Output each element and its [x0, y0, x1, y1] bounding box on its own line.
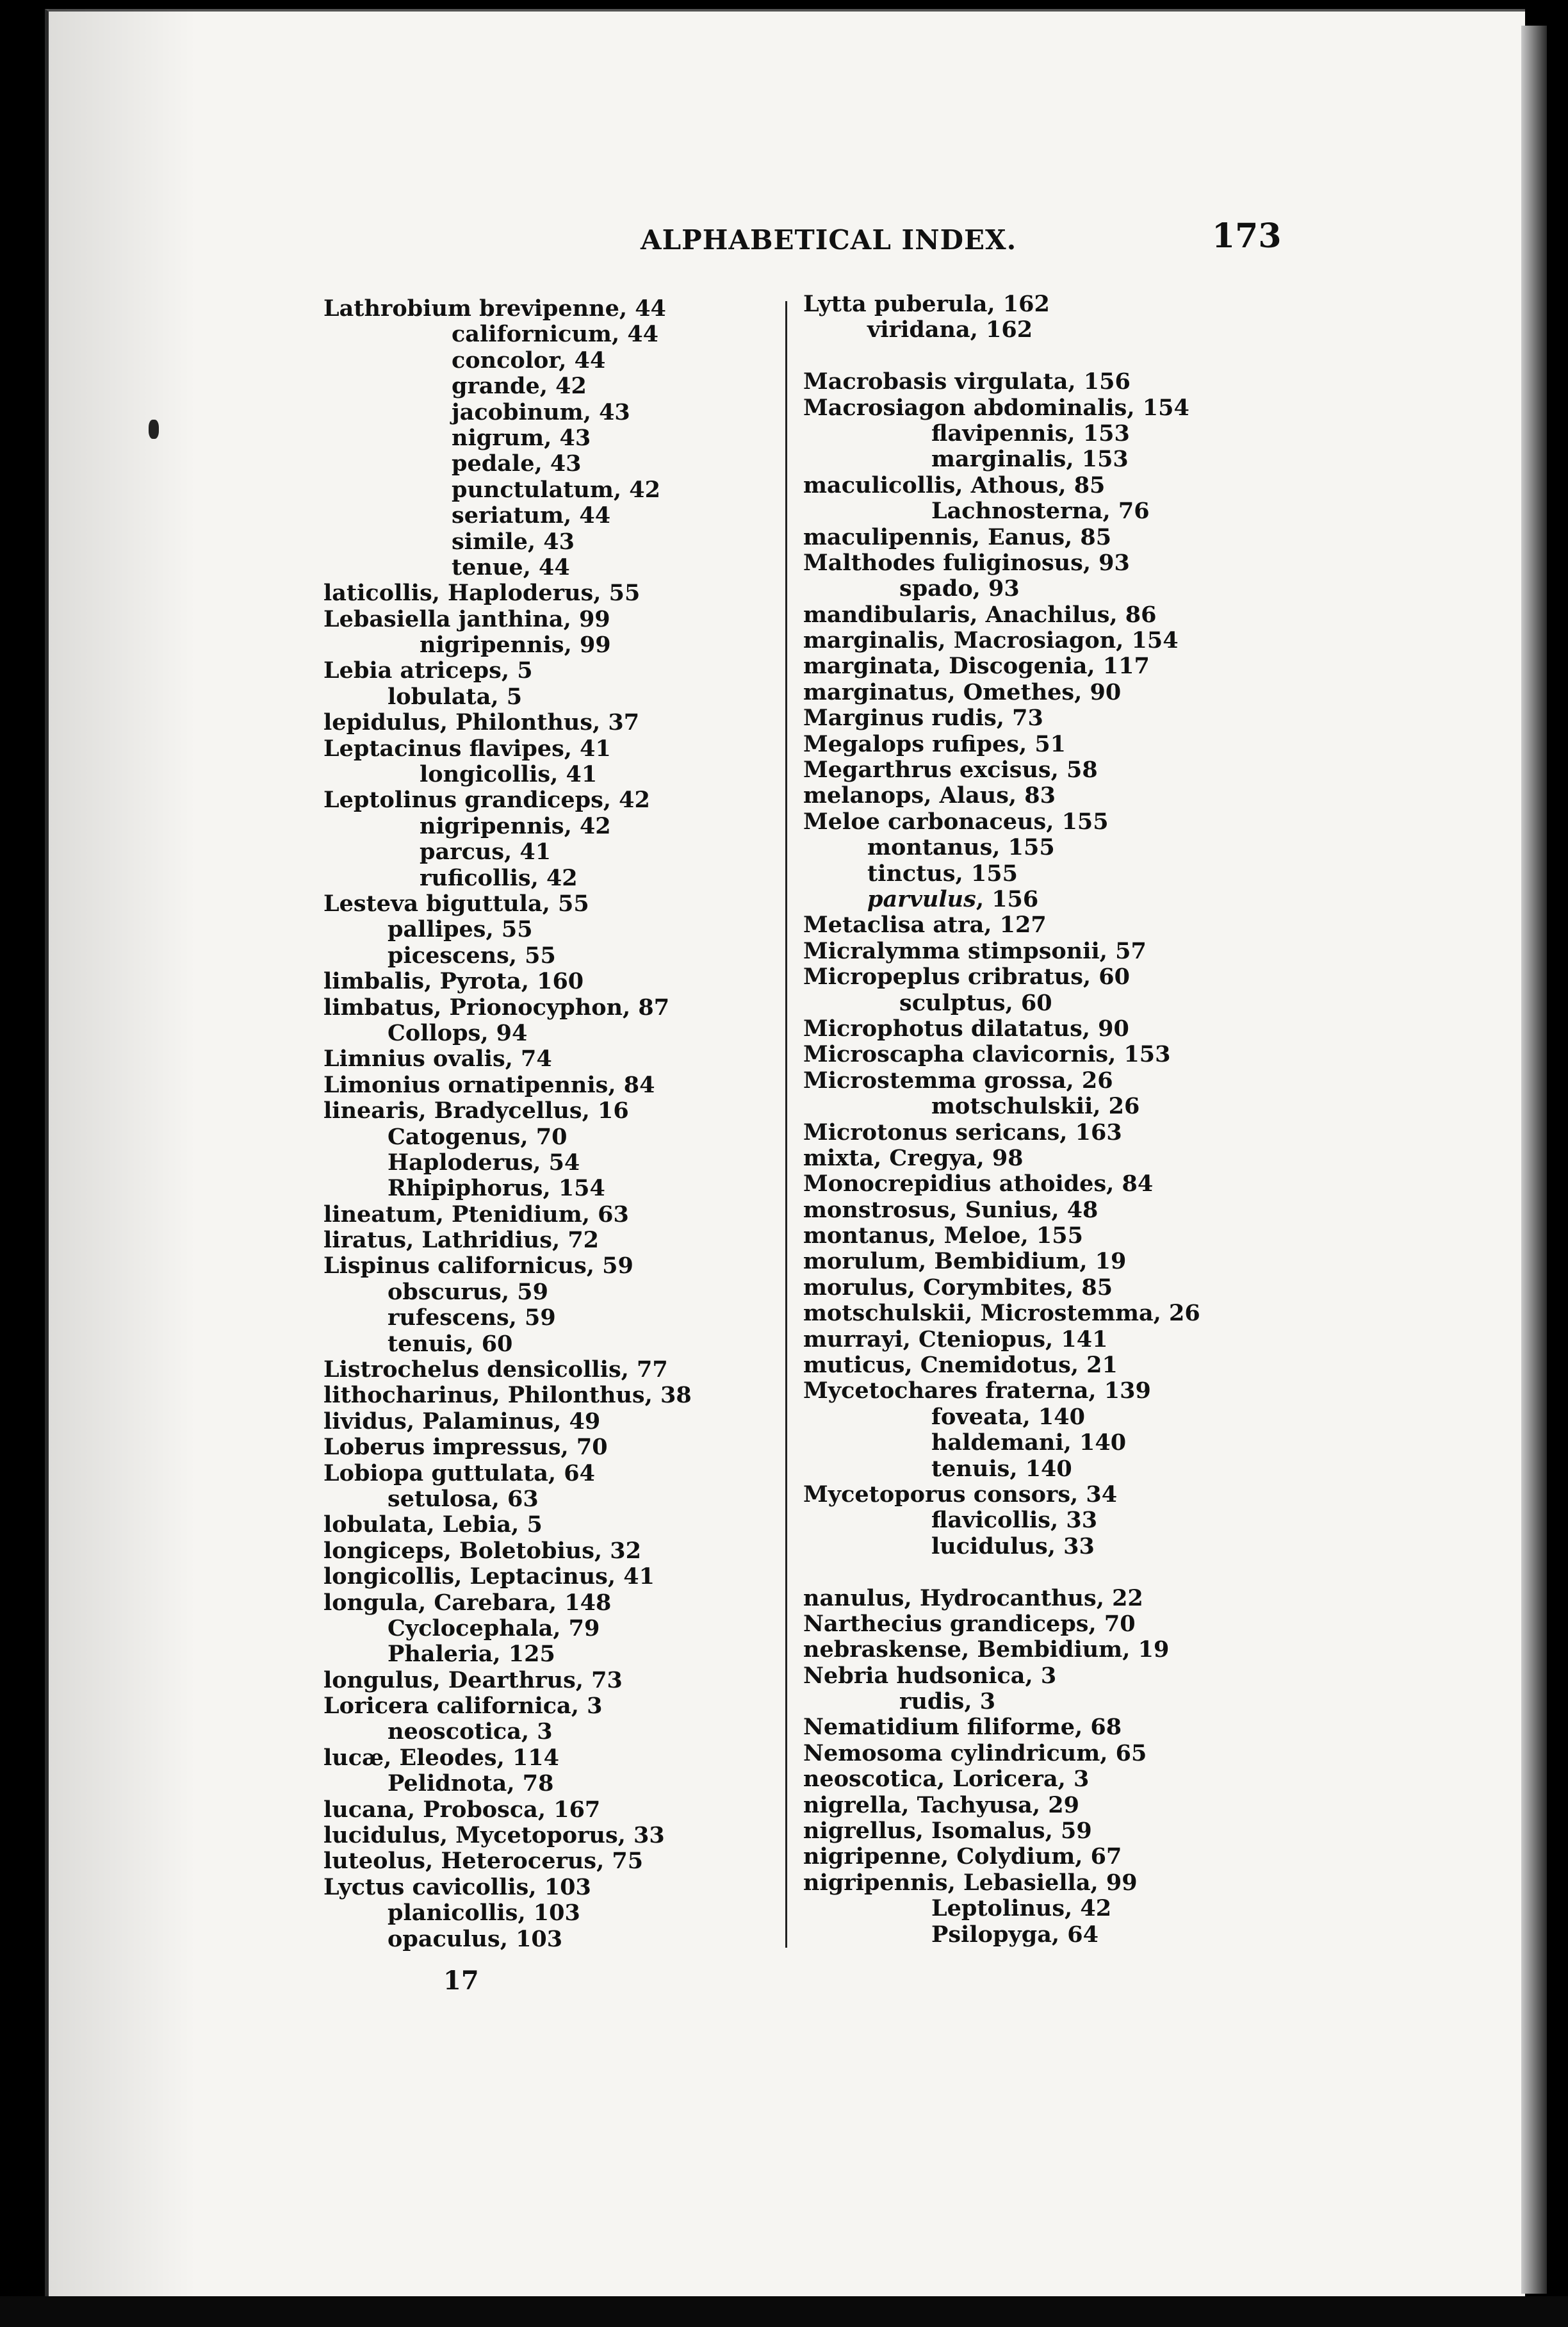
- index-entry: montanus, Meloe, 155: [803, 1222, 1083, 1249]
- signature-mark: 17: [443, 1966, 479, 1996]
- index-entry: laticollis, Haploderus, 55: [323, 580, 641, 607]
- index-entry: longula, Carebara, 148: [323, 1589, 612, 1616]
- index-entry: Lobiopa guttulata, 64: [323, 1460, 595, 1486]
- index-entry: californicum, 44: [452, 321, 659, 348]
- index-column-right: [803, 292, 1200, 1948]
- index-entry: jacobinum, 43: [452, 399, 630, 425]
- index-entry: motschulskii, Microstemma, 26: [803, 1300, 1200, 1327]
- index-entry: pedale, 43: [452, 450, 582, 477]
- index-entry: nigrella, Tachyusa, 29: [803, 1791, 1079, 1818]
- index-entry: Cyclocephala, 79: [388, 1615, 600, 1641]
- index-entry: Nemosoma cylindricum, 65: [803, 1739, 1147, 1766]
- index-entry: mandibularis, Anachilus, 86: [803, 601, 1157, 628]
- index-entry: setulosa, 63: [388, 1485, 539, 1512]
- index-entry: Lebia atriceps, 5: [323, 657, 533, 684]
- index-gap: [803, 343, 1200, 369]
- index-entry: Microphotus dilatatus, 90: [803, 1015, 1129, 1042]
- index-entry: flavicollis, 33: [931, 1507, 1098, 1534]
- index-entry: Malthodes fuliginosus, 93: [803, 549, 1130, 576]
- index-entry: nigripennis, 99: [420, 632, 611, 659]
- index-entry: Lachnosterna, 76: [931, 498, 1150, 525]
- index-entry: morulum, Bembidium, 19: [803, 1248, 1127, 1275]
- index-entry: spado, 93: [899, 575, 1020, 602]
- index-entry: Catogenus, 70: [388, 1123, 568, 1150]
- index-entry: lineatum, Ptenidium, 63: [323, 1201, 629, 1228]
- index-entry: tenuis, 60: [388, 1330, 513, 1357]
- index-entry: Lispinus californicus, 59: [323, 1253, 633, 1279]
- scan-border: [0, 2296, 1568, 2327]
- index-entry: Phaleria, 125: [388, 1641, 555, 1668]
- index-entry: Megarthrus excisus, 58: [803, 757, 1098, 784]
- page-edge: [1521, 26, 1547, 2294]
- index-entry: Collops, 94: [388, 1019, 528, 1046]
- index-entry: grande, 42: [452, 373, 587, 400]
- column-divider: [785, 301, 787, 1948]
- index-entry: Lyctus cavicollis, 103: [323, 1873, 591, 1900]
- index-entry: nanulus, Hydrocanthus, 22: [803, 1584, 1143, 1611]
- index-entry: Meloe carbonaceus, 155: [803, 808, 1109, 835]
- index-column-left: [323, 296, 692, 1952]
- index-entry: nigrum, 43: [452, 424, 591, 451]
- index-entry: rudis, 3: [899, 1688, 996, 1715]
- index-entry: nigripenne, Colydium, 67: [803, 1843, 1122, 1870]
- index-entry: longicollis, Leptacinus, 41: [323, 1563, 655, 1590]
- index-entry: limbatus, Prionocyphon, 87: [323, 994, 670, 1021]
- index-entry: luteolus, Heterocerus, 75: [323, 1848, 644, 1875]
- index-entry: nigrellus, Isomalus, 59: [803, 1818, 1092, 1845]
- index-entry: lobulata, Lebia, 5: [323, 1511, 543, 1538]
- index-entry: liratus, Lathridius, 72: [323, 1227, 600, 1254]
- index-entry: obscurus, 59: [388, 1278, 548, 1305]
- index-entry: Lebasiella janthina, 99: [323, 605, 610, 632]
- index-entry: nigripennis, Lebasiella, 99: [803, 1869, 1138, 1896]
- index-entry: montanus, 155: [867, 834, 1055, 861]
- index-entry: Narthecius grandiceps, 70: [803, 1610, 1136, 1637]
- index-entry: neoscotica, Loricera, 3: [803, 1766, 1090, 1793]
- index-entry: Microscapha clavicornis, 153: [803, 1041, 1171, 1068]
- index-entry: Marginus rudis, 73: [803, 705, 1043, 732]
- index-entry: Limonius ornatipennis, 84: [323, 1071, 655, 1098]
- page-header-title: ALPHABETICAL INDEX.: [641, 224, 1017, 256]
- index-entry: lepidulus, Philonthus, 37: [323, 709, 640, 736]
- index-entry: Limnius ovalis, 74: [323, 1046, 552, 1073]
- index-entry: neoscotica, 3: [388, 1718, 553, 1745]
- index-entry: limbalis, Pyrota, 160: [323, 968, 584, 995]
- index-entry: Listrochelus densicollis, 77: [323, 1356, 668, 1383]
- index-entry: Macrosiagon abdominalis, 154: [803, 394, 1189, 421]
- index-entry: morulus, Corymbites, 85: [803, 1274, 1113, 1301]
- index-entry: Leptolinus, 42: [931, 1895, 1112, 1922]
- index-entry: Leptacinus flavipes, 41: [323, 735, 611, 762]
- page-number: 173: [1212, 217, 1282, 256]
- index-entry: seriatum, 44: [452, 502, 611, 529]
- index-entry: sculptus, 60: [899, 989, 1052, 1016]
- index-entry: Psilopyga, 64: [931, 1921, 1098, 1948]
- index-entry: tinctus, 155: [867, 860, 1018, 887]
- index-entry: murrayi, Cteniopus, 141: [803, 1326, 1108, 1353]
- index-entry: nigripennis, 42: [420, 812, 611, 839]
- index-entry: lithocharinus, Philonthus, 38: [323, 1382, 692, 1409]
- index-entry: Metaclisa atra, 127: [803, 912, 1047, 939]
- index-entry: longulus, Dearthrus, 73: [323, 1666, 623, 1693]
- index-entry: Nebria hudsonica, 3: [803, 1662, 1057, 1689]
- index-entry: maculicollis, Athous, 85: [803, 472, 1106, 498]
- index-entry: Rhipiphorus, 154: [388, 1175, 605, 1202]
- index-entry: Microstemma grossa, 26: [803, 1067, 1113, 1094]
- index-entry: Macrobasis virgulata, 156: [803, 368, 1131, 395]
- index-entry: maculipennis, Eanus, 85: [803, 523, 1112, 550]
- index-entry: Monocrepidius athoides, 84: [803, 1171, 1154, 1197]
- index-gap: [803, 1559, 1200, 1585]
- index-entry: motschulskii, 26: [931, 1093, 1140, 1120]
- index-entry: Pelidnota, 78: [388, 1770, 554, 1797]
- index-entry: Haploderus, 54: [388, 1149, 580, 1176]
- index-entry: tenuis, 140: [931, 1455, 1072, 1482]
- index-entry: picescens, 55: [388, 942, 556, 969]
- index-entry: lucæ, Eleodes, 114: [323, 1744, 560, 1771]
- index-entry: Lesteva biguttula, 55: [323, 890, 589, 917]
- index-entry: longicollis, 41: [420, 761, 598, 788]
- index-entry: Loberus impressus, 70: [323, 1434, 608, 1461]
- index-entry: Mycetoporus consors, 34: [803, 1481, 1118, 1508]
- index-entry: flavipennis, 153: [931, 420, 1130, 447]
- index-entry: lucana, Probosca, 167: [323, 1796, 601, 1823]
- index-entry: marginalis, 153: [931, 446, 1129, 473]
- index-entry: Loricera californica, 3: [323, 1693, 603, 1720]
- index-entry: Lathrobium brevipenne, 44: [323, 295, 666, 322]
- index-entry: planicollis, 103: [388, 1900, 580, 1927]
- index-entry: rufescens, 59: [388, 1304, 556, 1331]
- index-entry: linearis, Bradycellus, 16: [323, 1098, 629, 1124]
- index-entry: melanops, Alaus, 83: [803, 782, 1056, 809]
- index-entry: ruficollis, 42: [420, 864, 578, 891]
- index-entry: marginalis, Macrosiagon, 154: [803, 627, 1179, 654]
- index-entry: lobulata, 5: [388, 683, 523, 710]
- index-entry: pallipes, 55: [388, 916, 533, 943]
- index-entry: haldemani, 140: [931, 1429, 1127, 1456]
- index-entry: mixta, Cregya, 98: [803, 1144, 1024, 1171]
- index-entry: Leptolinus grandiceps, 42: [323, 787, 650, 814]
- index-entry: tenue, 44: [452, 554, 570, 580]
- index-entry: concolor, 44: [452, 347, 606, 374]
- index-entry: marginatus, Omethes, 90: [803, 678, 1122, 705]
- index-entry: longiceps, Boletobius, 32: [323, 1537, 641, 1564]
- index-entry: Lytta puberula, 162: [803, 291, 1050, 317]
- index-entry: parcus, 41: [420, 839, 551, 866]
- index-entry: Megalops rufipes, 51: [803, 730, 1066, 757]
- index-entry: foveata, 140: [931, 1403, 1085, 1430]
- index-entry: lividus, Palaminus, 49: [323, 1408, 601, 1435]
- index-entry: simile, 43: [452, 528, 575, 555]
- index-entry: Micralymma stimpsonii, 57: [803, 937, 1147, 964]
- index-entry: punctulatum, 42: [452, 476, 660, 503]
- index-entry: viridana, 162: [867, 317, 1033, 343]
- index-entry: parvulus, 156: [867, 885, 1039, 912]
- index-entry: lucidulus, Mycetoporus, 33: [323, 1822, 665, 1849]
- index-entry: opaculus, 103: [388, 1925, 563, 1952]
- index-entry: Mycetochares fraterna, 139: [803, 1377, 1151, 1404]
- index-entry: lucidulus, 33: [931, 1533, 1095, 1559]
- index-entry: marginata, Discogenia, 117: [803, 653, 1150, 680]
- index-entry: muticus, Cnemidotus, 21: [803, 1352, 1118, 1379]
- index-entry: nebraskense, Bembidium, 19: [803, 1636, 1170, 1663]
- index-entry: Micropeplus cribratus, 60: [803, 964, 1131, 991]
- italic-term: parvulus: [867, 885, 976, 912]
- index-entry: Microtonus sericans, 163: [803, 1119, 1122, 1146]
- page-gutter-shadow: [49, 9, 196, 2296]
- scan-speck: [149, 420, 159, 439]
- index-entry: Nematidium filiforme, 68: [803, 1714, 1122, 1741]
- index-entry: monstrosus, Sunius, 48: [803, 1196, 1098, 1223]
